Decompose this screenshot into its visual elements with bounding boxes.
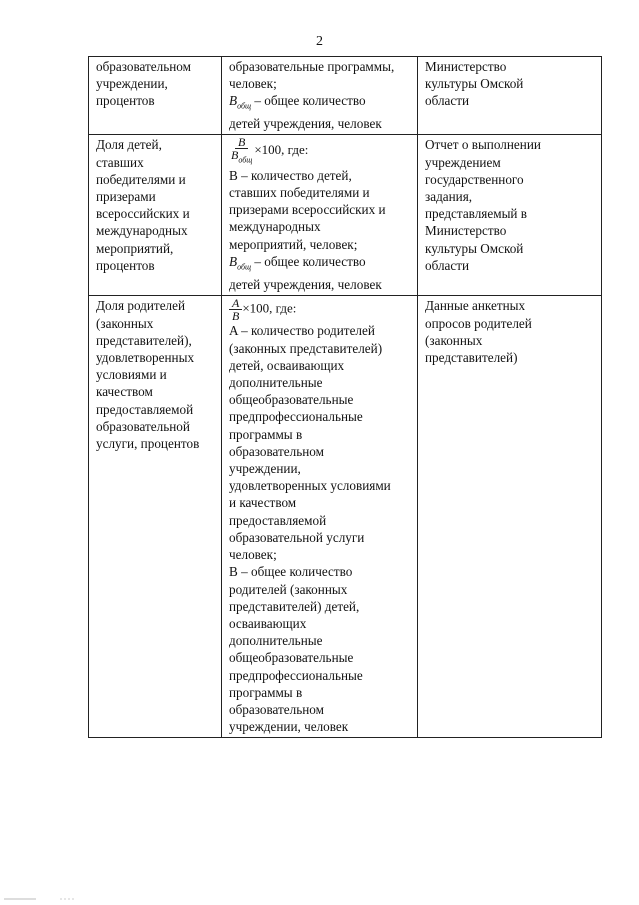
- text-line: всероссийских и: [96, 206, 190, 222]
- fraction: [229, 297, 242, 322]
- fraction-numerator: A: [229, 297, 242, 310]
- formula-cell: [222, 296, 418, 738]
- formula: [229, 297, 411, 322]
- text-line: Министерство: [425, 59, 507, 74]
- source-cell: [418, 135, 602, 296]
- text-line: образовательном: [229, 443, 324, 459]
- text-line: удовлетворенных: [96, 350, 195, 366]
- text-line: задания,: [425, 189, 473, 205]
- variable: $B_{общ}$: [229, 93, 252, 112]
- text-line: детей учреждения, человек: [229, 116, 382, 132]
- text-line: Доля детей,: [96, 137, 162, 153]
- text-line: представляемый в: [425, 206, 528, 222]
- text-line: международных: [229, 219, 321, 235]
- text-line: Отчет о выполнении: [425, 137, 541, 153]
- text-line: B – количество детей,: [229, 167, 352, 183]
- text-line: удовлетворенных условиями: [229, 478, 391, 494]
- text-line: программы в: [229, 684, 303, 700]
- text-line: $B_{общ}$ – общее количество: [229, 93, 366, 112]
- text-line: учреждении,: [229, 461, 301, 477]
- text-line: предпрофессиональные: [229, 667, 363, 683]
- text-line: области: [425, 257, 470, 273]
- text-line: образовательные программы,: [229, 59, 395, 74]
- text-line: человек;: [229, 76, 277, 92]
- text-line: культуры Омской: [425, 76, 524, 92]
- text-line: человек;: [229, 547, 277, 563]
- text-line: мероприятий,: [96, 240, 174, 256]
- indicator-name-cell: [89, 135, 222, 296]
- text-line: представителей) детей,: [229, 598, 360, 614]
- fraction: [229, 136, 254, 166]
- text-line: представителей): [425, 350, 518, 366]
- text-line: общеобразовательные: [229, 392, 354, 408]
- text-line: B – общее количество: [229, 564, 353, 580]
- text-line: общеобразовательные: [229, 650, 354, 666]
- text-line: образовательной услуги: [229, 529, 365, 545]
- text-line: предпрофессиональные: [229, 409, 363, 425]
- text-line: Доля родителей: [96, 298, 186, 314]
- indicators-table: [88, 56, 602, 738]
- text-line: осваивающих: [229, 615, 307, 631]
- text-line: (законных представителей): [229, 340, 383, 356]
- table-row: [89, 135, 602, 296]
- table-row: [89, 57, 602, 135]
- formula-tail: ×100, где:: [254, 142, 309, 158]
- text-line: процентов: [96, 257, 155, 273]
- text-line: дополнительные: [229, 633, 323, 649]
- text-line: культуры Омской: [425, 240, 524, 256]
- indicator-name-cell: [89, 57, 222, 135]
- formula: [229, 136, 411, 166]
- text-line: Министерство: [425, 223, 507, 239]
- text-line: образовательном: [96, 59, 191, 74]
- source-cell: [418, 296, 602, 738]
- text-line: качеством: [96, 384, 153, 400]
- text-line: предоставляемой: [229, 512, 327, 528]
- formula-tail: ×100, где:: [242, 300, 297, 316]
- text-line: дополнительные: [229, 375, 323, 391]
- text-line: (законных: [96, 315, 154, 331]
- fraction-denominator: $B_{общ}$: [231, 148, 253, 165]
- text-line: победителями и: [96, 171, 186, 187]
- text-line: Данные анкетных: [425, 298, 526, 314]
- fraction-numerator: B: [235, 136, 248, 149]
- table-row: [89, 296, 602, 738]
- text-line: представителей),: [96, 332, 192, 348]
- text-line: образовательном: [229, 701, 324, 717]
- formula-cell: [222, 135, 418, 296]
- text-line: детей, осваивающих: [229, 357, 345, 373]
- source-cell: [418, 57, 602, 135]
- text-line: призерами: [96, 189, 156, 205]
- text-line: призерами всероссийских и: [229, 202, 386, 218]
- text-line: A – количество родителей: [229, 323, 375, 339]
- text-line: условиями и: [96, 367, 167, 383]
- text-line: (законных: [425, 332, 483, 348]
- text-line: мероприятий, человек;: [229, 236, 358, 252]
- text-line: ставших: [96, 154, 144, 170]
- text-line: учреждении, человек: [229, 719, 349, 735]
- text-line: услуги, процентов: [96, 436, 200, 452]
- text-line: опросов родителей: [425, 315, 532, 331]
- text-line: предоставляемой: [96, 401, 194, 417]
- text-line: родителей (законных: [229, 581, 348, 597]
- indicator-name-cell: [89, 296, 222, 738]
- text-line: детей учреждения, человек: [229, 276, 382, 292]
- text-line: учреждением: [425, 154, 501, 170]
- text-line: государственного: [425, 171, 524, 187]
- variable: $B_{общ}$: [229, 253, 252, 272]
- text-line: программы в: [229, 426, 303, 442]
- text-line: образовательной: [96, 418, 190, 434]
- text-line: области: [425, 93, 470, 109]
- text-line: и качеством: [229, 495, 297, 511]
- text-line: процентов: [96, 93, 155, 109]
- text-line: учреждении,: [96, 76, 168, 92]
- text-line: ставших победителями и: [229, 185, 370, 201]
- fraction-denominator: B: [232, 309, 240, 324]
- page-number: 2: [316, 34, 323, 49]
- text-line: международных: [96, 223, 188, 239]
- scan-artifact: [0, 893, 639, 905]
- formula-cell: [222, 57, 418, 135]
- text-line: $B_{общ}$ – общее количество: [229, 253, 366, 272]
